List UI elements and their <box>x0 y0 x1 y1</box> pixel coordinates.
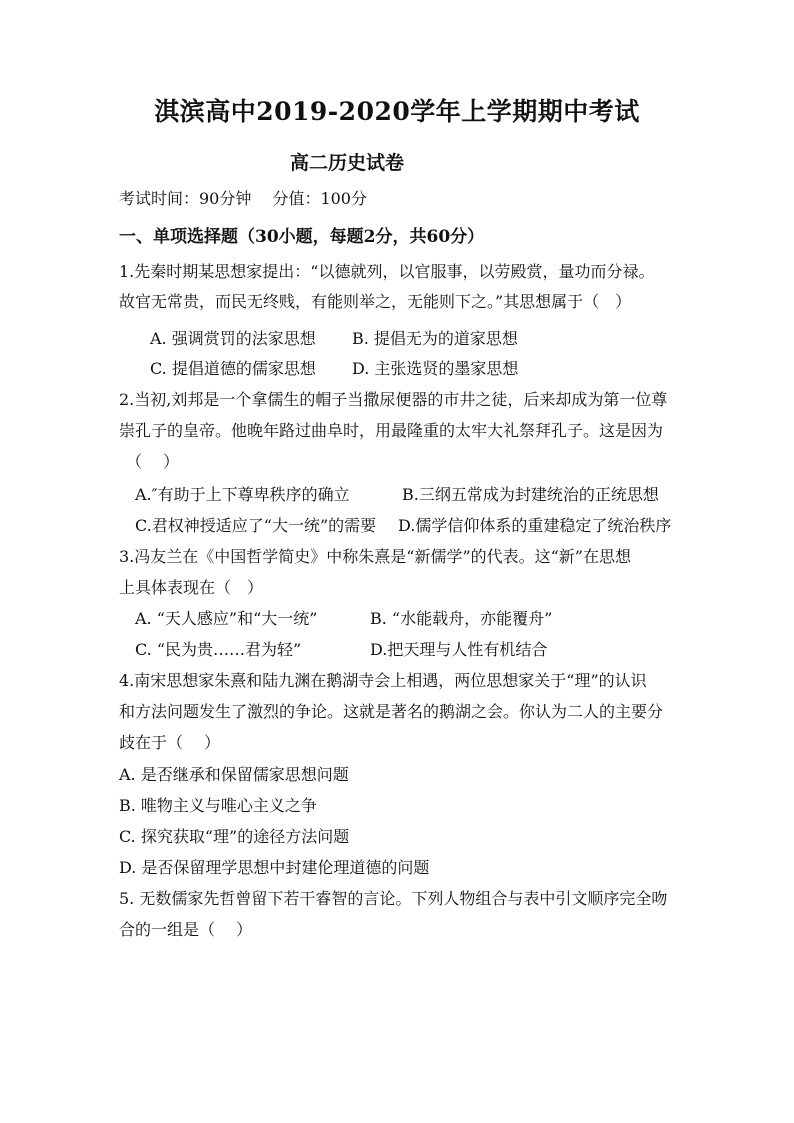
q1-option-c: C. 提倡道德的儒家思想 <box>150 359 316 378</box>
q4-option-c: C. 探究获取“理”的途径方法问题 <box>119 827 350 846</box>
q4-option-b: B. 唯物主义与唯心主义之争 <box>119 796 317 815</box>
q4-line-3: 歧在于（ ） <box>119 733 221 752</box>
q4-option-a: A. 是否继承和保留儒家思想问题 <box>119 765 349 784</box>
exam-meta: 考试时间：90分钟 分值：100分 <box>119 189 367 208</box>
q4-line-2: 和方法问题发生了激烈的争论。这就是著名的鹅湖之会。你认为二人的主要分 <box>119 702 664 721</box>
q4-option-d: D. 是否保留理学思想中封建伦理道德的问题 <box>119 858 430 877</box>
q2-line-2: 崇孔子的皇帝。他晚年路过曲阜时，用最隆重的太牢大礼祭拜孔子。这是因为 <box>119 421 664 440</box>
q3-option-c: C. “民为贵……君为轻” <box>135 640 302 659</box>
q3-option-b: B. “水能载舟，亦能覆舟” <box>370 609 553 628</box>
q1-option-b: B. 提倡无为的道家思想 <box>352 329 518 348</box>
q1-line-1: 1.先秦时期某思想家提出：“以德就列，以官服事，以劳殿赏，量功而分禄。 <box>119 262 655 281</box>
q2-line-3: （ ） <box>126 452 180 471</box>
q3-option-d: D.把天理与人性有机结合 <box>370 640 548 659</box>
q5-line-2: 合的一组是（ ） <box>119 920 253 939</box>
q1-option-d: D. 主张选贤的墨家思想 <box>352 359 519 378</box>
q3-line-1: 3.冯友兰在《中国哲学简史》中称朱熹是“新儒学”的代表。这“新”在思想 <box>119 547 631 566</box>
q2-line-1: 2.当初,刘邦是一个拿儒生的帽子当撒尿便器的市井之徒，后来却成为第一位尊 <box>119 390 668 409</box>
q4-line-1: 4.南宋思想家朱熹和陆九渊在鹅湖寺会上相遇，两位思想家关于“理”的认识 <box>119 671 647 690</box>
q2-option-b: B.三纲五常成为封建统治的正统思想 <box>402 485 659 504</box>
exam-title: 淇滨高中2019-2020学年上学期期中考试 <box>154 97 640 126</box>
exam-subtitle: 高二历史试卷 <box>290 152 405 174</box>
q5-line-1: 5. 无数儒家先哲曾留下若干睿智的言论。下列人物组合与表中引文顺序完全吻 <box>119 889 668 908</box>
q2-option-d: D.儒学信仰体系的重建稳定了统治秩序 <box>398 516 672 535</box>
q3-line-2: 上具体表现在（ ） <box>119 578 264 597</box>
q1-option-a: A. 强调赏罚的法家思想 <box>150 329 316 348</box>
q2-option-a: A.″有助于上下尊卑秩序的确立 <box>135 485 350 504</box>
q1-line-2: 故官无常贵，而民无终贱，有能则举之，无能则下之。”其思想属于（ ） <box>119 292 632 311</box>
section-heading: 一、单项选择题（30小题，每题2分，共60分） <box>119 227 485 247</box>
q2-option-c: C.君权神授适应了“大一统”的需要 <box>135 516 377 535</box>
q3-option-a: A. “天人感应”和“大一统” <box>135 609 318 628</box>
